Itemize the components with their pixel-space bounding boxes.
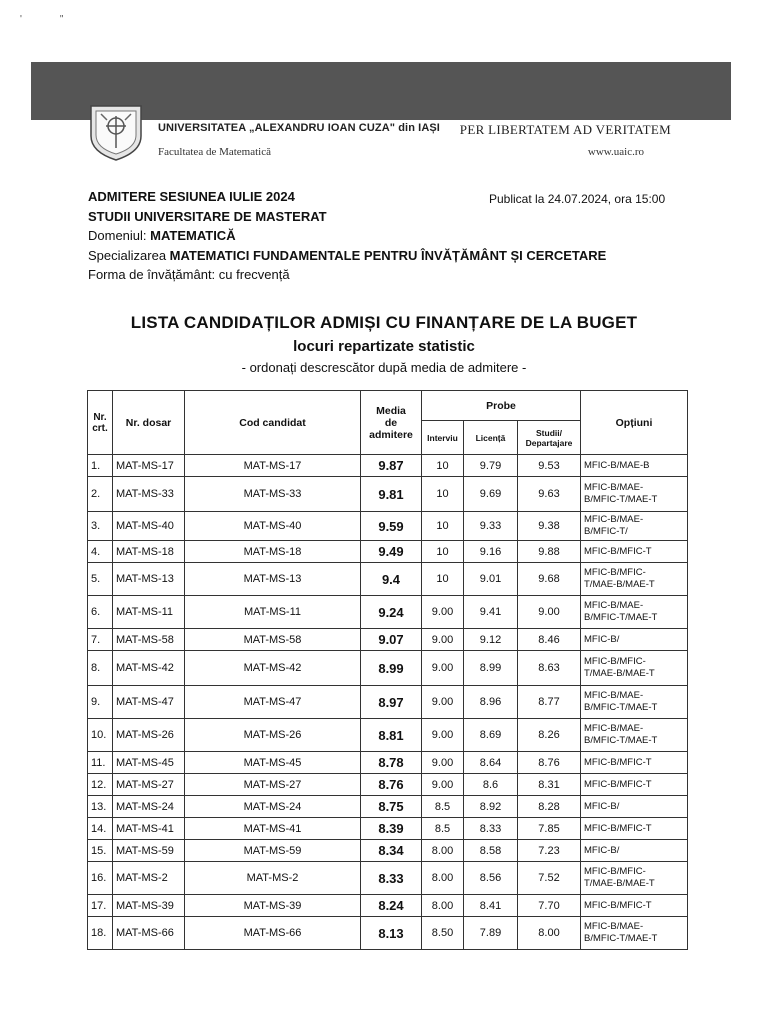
specialization-value: MATEMATICI FUNDAMENTALE PENTRU ÎNVĂȚĂMÂNT ȘI CERCETARE (169, 247, 607, 263)
cell-interviu: 10 (422, 455, 464, 477)
cell-dosar: MAT-MS-11 (113, 596, 185, 629)
optiuni-line: MFIC-B/MFIC-T (584, 899, 652, 911)
cell-licenta: 8.92 (464, 796, 518, 818)
cell-interviu: 8.00 (422, 840, 464, 862)
level-line: STUDII UNIVERSITARE DE MASTERAT (88, 208, 327, 224)
cell-cod: MAT-MS-45 (185, 752, 361, 774)
cell-licenta: 9.41 (464, 596, 518, 629)
optiuni-line: MFIC-B/MFIC- (584, 656, 646, 667)
optiuni-line: B/MFIC-T/MAE-T (584, 933, 658, 944)
cell-dosar: MAT-MS-40 (113, 512, 185, 541)
cell-dosar: MAT-MS-13 (113, 563, 185, 596)
optiuni-line: B/MFIC-T/MAE-T (584, 494, 658, 505)
cell-cod: MAT-MS-66 (185, 917, 361, 950)
cell-interviu: 9.00 (422, 596, 464, 629)
cell-cod: MAT-MS-26 (185, 719, 361, 752)
cell-dosar: MAT-MS-66 (113, 917, 185, 950)
cell-nr: 6. (88, 596, 113, 629)
form-line: Forma de învățământ: cu frecvență (88, 267, 290, 282)
cell-dosar: MAT-MS-2 (113, 862, 185, 895)
header-nr: Nr. crt. (88, 391, 113, 455)
faculty-name: Facultatea de Matematică (158, 146, 271, 158)
cell-licenta: 9.16 (464, 541, 518, 563)
cell-nr: 13. (88, 796, 113, 818)
cell-optiuni (581, 796, 688, 818)
cell-cod: MAT-MS-2 (185, 862, 361, 895)
cell-interviu: 10 (422, 563, 464, 596)
cell-interviu: 8.5 (422, 796, 464, 818)
cell-studii: 8.00 (518, 917, 581, 950)
cell-optiuni (581, 455, 688, 477)
cell-dosar: MAT-MS-18 (113, 541, 185, 563)
cell-media: 8.33 (361, 862, 422, 895)
cell-studii: 7.52 (518, 862, 581, 895)
cell-nr: 8. (88, 651, 113, 686)
table-row (88, 477, 688, 512)
cell-media: 9.59 (361, 512, 422, 541)
cell-cod: MAT-MS-41 (185, 818, 361, 840)
cell-licenta: 8.96 (464, 686, 518, 719)
optiuni-line: MFIC-B/MAE- (584, 690, 644, 701)
cell-cod: MAT-MS-24 (185, 796, 361, 818)
cell-optiuni (581, 840, 688, 862)
cell-optiuni (581, 774, 688, 796)
cell-nr: 10. (88, 719, 113, 752)
cell-dosar: MAT-MS-42 (113, 651, 185, 686)
cell-nr: 12. (88, 774, 113, 796)
optiuni-line: B/MFIC-T/MAE-T (584, 702, 658, 713)
cell-nr: 7. (88, 629, 113, 651)
header-licenta: Licență (464, 421, 518, 455)
optiuni-line: MFIC-B/MAE- (584, 600, 644, 611)
cell-optiuni (581, 541, 688, 563)
cell-dosar: MAT-MS-59 (113, 840, 185, 862)
cell-interviu: 9.00 (422, 651, 464, 686)
header-cod: Cod candidat (185, 391, 361, 455)
cell-studii: 7.23 (518, 840, 581, 862)
cell-cod: MAT-MS-59 (185, 840, 361, 862)
optiuni-line: T/MAE-B/MAE-T (584, 878, 655, 889)
cell-licenta: 9.79 (464, 455, 518, 477)
cell-cod: MAT-MS-27 (185, 774, 361, 796)
cell-media: 9.81 (361, 477, 422, 512)
cell-nr: 11. (88, 752, 113, 774)
table-row (88, 796, 688, 818)
cell-nr: 14. (88, 818, 113, 840)
cell-licenta: 8.56 (464, 862, 518, 895)
cell-cod: MAT-MS-58 (185, 629, 361, 651)
header-optiuni: Opțiuni (581, 391, 688, 455)
optiuni-line: B/MFIC-T/MAE-T (584, 735, 658, 746)
optiuni-line: MFIC-B/ (584, 844, 620, 856)
optiuni-line: MFIC-B/MFIC-T (584, 822, 652, 834)
cell-nr: 4. (88, 541, 113, 563)
cell-studii: 9.38 (518, 512, 581, 541)
table-row (88, 917, 688, 950)
optiuni-line: T/MAE-B/MAE-T (584, 579, 655, 590)
cell-cod: MAT-MS-42 (185, 651, 361, 686)
cell-dosar: MAT-MS-47 (113, 686, 185, 719)
cell-studii: 8.77 (518, 686, 581, 719)
optiuni-line: MFIC-B/MFIC-T (584, 545, 652, 557)
table-row (88, 686, 688, 719)
cell-studii: 9.53 (518, 455, 581, 477)
cell-media: 8.81 (361, 719, 422, 752)
cell-studii: 8.31 (518, 774, 581, 796)
optiuni-line: MFIC-B/MFIC- (584, 567, 646, 578)
cell-studii: 9.88 (518, 541, 581, 563)
list-note: - ordonați descrescător după media de admitere - (241, 360, 527, 375)
optiuni-line: MFIC-B/MAE- (584, 723, 644, 734)
optiuni-line: MFIC-B/ (584, 633, 620, 645)
cell-media: 8.13 (361, 917, 422, 950)
cell-studii: 9.00 (518, 596, 581, 629)
cell-licenta: 8.58 (464, 840, 518, 862)
letterhead (31, 98, 731, 170)
table-row (88, 651, 688, 686)
cell-media: 8.97 (361, 686, 422, 719)
cell-optiuni (581, 818, 688, 840)
table-row (88, 895, 688, 917)
cell-interviu: 9.00 (422, 629, 464, 651)
cell-cod: MAT-MS-33 (185, 477, 361, 512)
optiuni-line: T/MAE-B/MAE-T (584, 668, 655, 679)
cell-studii: 8.76 (518, 752, 581, 774)
cell-licenta: 8.41 (464, 895, 518, 917)
table-row (88, 541, 688, 563)
cell-licenta: 8.33 (464, 818, 518, 840)
cell-media: 9.87 (361, 455, 422, 477)
cell-optiuni (581, 629, 688, 651)
cell-nr: 17. (88, 895, 113, 917)
university-crest-icon (87, 102, 145, 162)
cell-licenta: 8.69 (464, 719, 518, 752)
cell-interviu: 10 (422, 541, 464, 563)
cell-studii: 8.63 (518, 651, 581, 686)
optiuni-line: MFIC-B/MAE-B (584, 459, 650, 471)
cell-nr: 1. (88, 455, 113, 477)
cell-optiuni (581, 651, 688, 686)
cell-optiuni (581, 686, 688, 719)
cell-licenta: 8.6 (464, 774, 518, 796)
cell-studii: 9.63 (518, 477, 581, 512)
cell-nr: 18. (88, 917, 113, 950)
cell-interviu: 10 (422, 477, 464, 512)
cell-interviu: 8.00 (422, 862, 464, 895)
cell-optiuni (581, 596, 688, 629)
cell-nr: 3. (88, 512, 113, 541)
cell-cod: MAT-MS-47 (185, 686, 361, 719)
cell-cod: MAT-MS-17 (185, 455, 361, 477)
optiuni-line: B/MFIC-T/MAE-T (584, 612, 658, 623)
list-title: LISTA CANDIDAȚILOR ADMIȘI CU FINANȚARE DE LA BUGET (130, 313, 638, 332)
table-row (88, 752, 688, 774)
cell-media: 9.4 (361, 563, 422, 596)
cell-optiuni (581, 752, 688, 774)
cell-dosar: MAT-MS-33 (113, 477, 185, 512)
cell-studii: 8.46 (518, 629, 581, 651)
cell-licenta: 9.33 (464, 512, 518, 541)
table-row (88, 840, 688, 862)
cell-media: 8.99 (361, 651, 422, 686)
cell-interviu: 9.00 (422, 686, 464, 719)
header-studii: Studii/ Departajare (518, 421, 581, 455)
cell-studii: 7.70 (518, 895, 581, 917)
table-row (88, 596, 688, 629)
cell-media: 9.07 (361, 629, 422, 651)
table-row (88, 455, 688, 477)
cell-dosar: MAT-MS-45 (113, 752, 185, 774)
specialization-line (88, 246, 606, 266)
cell-cod: MAT-MS-39 (185, 895, 361, 917)
cell-interviu: 10 (422, 512, 464, 541)
cell-optiuni (581, 512, 688, 541)
specialization-label: Specializarea (88, 247, 170, 263)
cell-cod: MAT-MS-11 (185, 596, 361, 629)
optiuni-line: MFIC-B/MFIC-T (584, 756, 652, 768)
table-row (88, 629, 688, 651)
cell-studii: 8.28 (518, 796, 581, 818)
cell-interviu: 9.00 (422, 719, 464, 752)
cell-cod: MAT-MS-13 (185, 563, 361, 596)
optiuni-line: MFIC-B/MFIC-T (584, 778, 652, 790)
table-row (88, 512, 688, 541)
cell-optiuni (581, 477, 688, 512)
optiuni-line: B/MFIC-T/ (584, 526, 628, 537)
cell-optiuni (581, 719, 688, 752)
published-date: Publicat la 24.07.2024, ora 15:00 (489, 192, 666, 206)
table-row (88, 774, 688, 796)
cell-licenta: 9.69 (464, 477, 518, 512)
session-line: ADMITERE SESIUNEA IULIE 2024 (88, 189, 295, 204)
cell-media: 8.34 (361, 840, 422, 862)
cell-optiuni (581, 862, 688, 895)
cell-licenta: 9.12 (464, 629, 518, 651)
cell-dosar: MAT-MS-58 (113, 629, 185, 651)
optiuni-line: MFIC-B/MAE- (584, 514, 644, 525)
cell-interviu: 8.50 (422, 917, 464, 950)
cell-licenta: 8.99 (464, 651, 518, 686)
cell-nr: 16. (88, 862, 113, 895)
cell-nr: 15. (88, 840, 113, 862)
table-row (88, 818, 688, 840)
university-name: UNIVERSITATEA „ALEXANDRU IOAN CUZA" din IAȘI (158, 122, 440, 134)
cell-dosar: MAT-MS-27 (113, 774, 185, 796)
cell-media: 8.39 (361, 818, 422, 840)
cell-media: 8.76 (361, 774, 422, 796)
cell-interviu: 8.5 (422, 818, 464, 840)
cell-dosar: MAT-MS-41 (113, 818, 185, 840)
header-dosar: Nr. dosar (113, 391, 185, 455)
university-website: www.uaic.ro (587, 146, 644, 158)
list-subtitle: locuri repartizate statistic (293, 338, 475, 355)
optiuni-line: MFIC-B/ (584, 800, 620, 812)
cell-optiuni (581, 563, 688, 596)
cell-interviu: 9.00 (422, 752, 464, 774)
cell-nr: 9. (88, 686, 113, 719)
scan-specks: ' " (20, 14, 64, 25)
cell-dosar: MAT-MS-24 (113, 796, 185, 818)
cell-media: 8.78 (361, 752, 422, 774)
cell-interviu: 9.00 (422, 774, 464, 796)
cell-optiuni (581, 895, 688, 917)
domain-value: MATEMATICĂ (150, 228, 236, 243)
cell-studii: 7.85 (518, 818, 581, 840)
cell-cod: MAT-MS-18 (185, 541, 361, 563)
cell-media: 9.49 (361, 541, 422, 563)
domain-line (88, 226, 606, 246)
cell-studii: 9.68 (518, 563, 581, 596)
cell-dosar: MAT-MS-39 (113, 895, 185, 917)
cell-cod: MAT-MS-40 (185, 512, 361, 541)
admitted-candidates-table (87, 390, 688, 950)
header-probe: Probe (422, 391, 581, 421)
header-media: Media de admitere (361, 391, 422, 455)
table-row (88, 719, 688, 752)
cell-licenta: 8.64 (464, 752, 518, 774)
optiuni-line: MFIC-B/MAE- (584, 482, 644, 493)
table-row (88, 862, 688, 895)
cell-licenta: 7.89 (464, 917, 518, 950)
cell-media: 9.24 (361, 596, 422, 629)
cell-dosar: MAT-MS-17 (113, 455, 185, 477)
cell-dosar: MAT-MS-26 (113, 719, 185, 752)
cell-studii: 8.26 (518, 719, 581, 752)
optiuni-line: MFIC-B/MAE- (584, 921, 644, 932)
table-row (88, 563, 688, 596)
domain-label: Domeniul: (88, 228, 151, 243)
cell-optiuni (581, 917, 688, 950)
optiuni-line: MFIC-B/MFIC- (584, 866, 646, 877)
cell-interviu: 8.00 (422, 895, 464, 917)
cell-licenta: 9.01 (464, 563, 518, 596)
cell-nr: 5. (88, 563, 113, 596)
cell-media: 8.24 (361, 895, 422, 917)
university-motto: PER LIBERTATEM AD VERITATEM (459, 122, 671, 137)
cell-media: 8.75 (361, 796, 422, 818)
cell-nr: 2. (88, 477, 113, 512)
header-interviu: Interviu (422, 421, 464, 455)
